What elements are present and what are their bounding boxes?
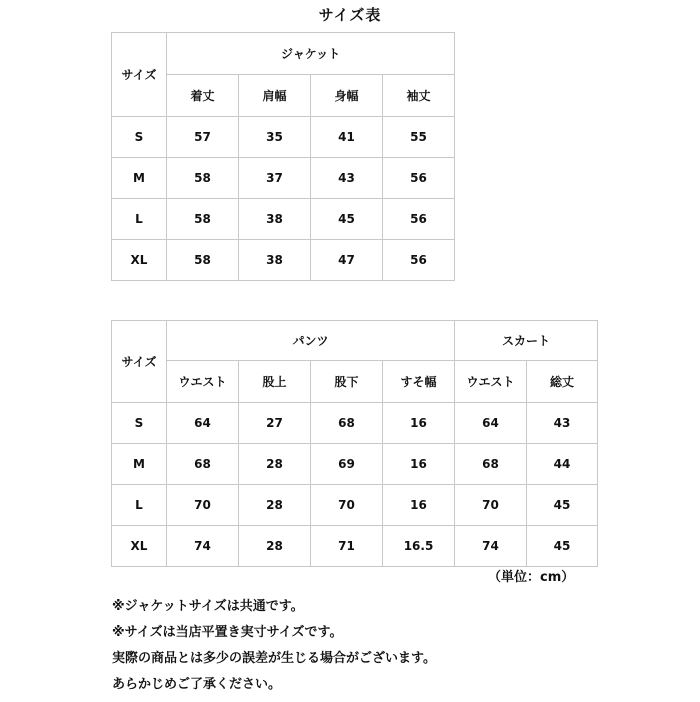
- pants-skirt-size-table: [111, 320, 598, 567]
- size-label: L: [112, 485, 167, 526]
- table-row: [112, 485, 598, 526]
- table-cell: 70: [311, 485, 383, 526]
- pants-header: パンツ: [167, 321, 455, 361]
- table-cell: 69: [311, 444, 383, 485]
- table-cell: 41: [311, 117, 383, 158]
- column-header: 股下: [311, 361, 383, 403]
- table-cell: 35: [239, 117, 311, 158]
- page-title: サイズ表: [318, 6, 382, 24]
- table-cell: 55: [383, 117, 455, 158]
- column-header: ウエスト: [455, 361, 527, 403]
- table-cell: 68: [167, 444, 239, 485]
- size-label: S: [112, 117, 167, 158]
- table-cell: 37: [239, 158, 311, 199]
- size-label: M: [112, 158, 167, 199]
- size-header: サイズ: [112, 33, 167, 117]
- table-cell: 45: [527, 526, 598, 567]
- table-row: [112, 158, 455, 199]
- column-header: 総丈: [527, 361, 598, 403]
- jacket-size-table: [111, 32, 455, 281]
- table-cell: 64: [455, 403, 527, 444]
- table-row: [112, 526, 598, 567]
- column-header: 着丈: [167, 75, 239, 117]
- table-cell: 64: [167, 403, 239, 444]
- table-cell: 16: [383, 444, 455, 485]
- table-cell: 74: [167, 526, 239, 567]
- size-label: S: [112, 403, 167, 444]
- size-label: XL: [112, 240, 167, 281]
- table-cell: 58: [167, 240, 239, 281]
- table-cell: 71: [311, 526, 383, 567]
- table-cell: 45: [311, 199, 383, 240]
- table-cell: 16: [383, 485, 455, 526]
- table-cell: 28: [239, 526, 311, 567]
- column-header: 肩幅: [239, 75, 311, 117]
- skirt-header: スカート: [455, 321, 598, 361]
- unit-label: （単位：cm）: [488, 570, 575, 585]
- column-header: 股上: [239, 361, 311, 403]
- note-line: 実際の商品とは多少の誤差が生じる場合がございます。: [112, 651, 436, 666]
- table-cell: 16.5: [383, 526, 455, 567]
- note-line: ※ジャケットサイズは共通です。: [112, 599, 304, 614]
- notes: [112, 598, 672, 702]
- table-row: [112, 444, 598, 485]
- size-label: M: [112, 444, 167, 485]
- table-cell: 28: [239, 444, 311, 485]
- note-line: あらかじめご了承ください。: [112, 677, 282, 692]
- table-cell: 47: [311, 240, 383, 281]
- table-cell: 70: [455, 485, 527, 526]
- size-label: XL: [112, 526, 167, 567]
- column-header: すそ幅: [383, 361, 455, 403]
- table-cell: 57: [167, 117, 239, 158]
- note-line: ※サイズは当店平置き実寸サイズです。: [112, 625, 343, 640]
- table-cell: 16: [383, 403, 455, 444]
- table-cell: 74: [455, 526, 527, 567]
- table-cell: 56: [383, 199, 455, 240]
- table-cell: 43: [311, 158, 383, 199]
- table-cell: 43: [527, 403, 598, 444]
- jacket-header: ジャケット: [167, 33, 455, 75]
- size-header: サイズ: [112, 321, 167, 403]
- table-cell: 38: [239, 240, 311, 281]
- table-cell: 58: [167, 158, 239, 199]
- table-cell: 45: [527, 485, 598, 526]
- table-row: [112, 240, 455, 281]
- table-cell: 28: [239, 485, 311, 526]
- column-header: ウエスト: [167, 361, 239, 403]
- table-row: [112, 117, 455, 158]
- table-cell: 68: [311, 403, 383, 444]
- table-cell: 44: [527, 444, 598, 485]
- table-cell: 38: [239, 199, 311, 240]
- table-row: [112, 403, 598, 444]
- table-row: [112, 199, 455, 240]
- table-cell: 70: [167, 485, 239, 526]
- table-cell: 68: [455, 444, 527, 485]
- table-cell: 56: [383, 240, 455, 281]
- size-label: L: [112, 199, 167, 240]
- column-header: 身幅: [311, 75, 383, 117]
- table-cell: 58: [167, 199, 239, 240]
- table-cell: 56: [383, 158, 455, 199]
- column-header: 袖丈: [383, 75, 455, 117]
- table-cell: 27: [239, 403, 311, 444]
